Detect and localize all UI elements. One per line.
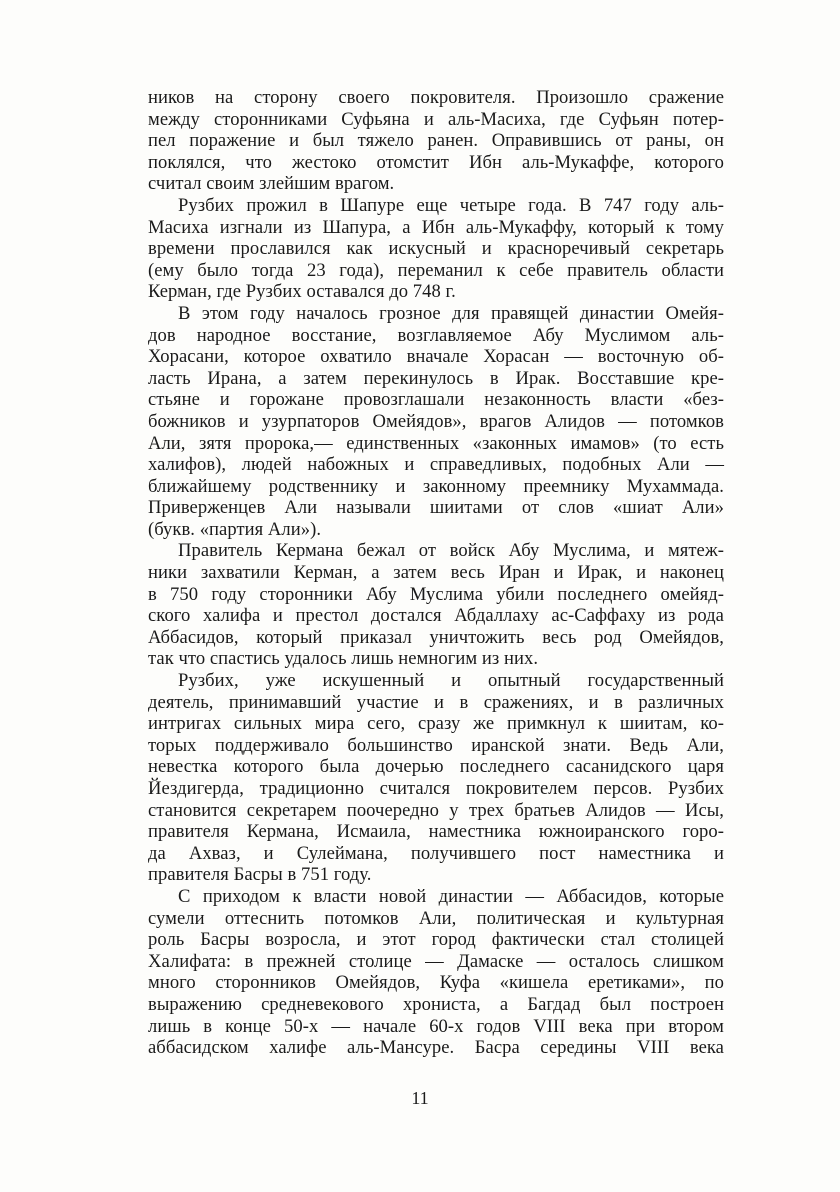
text-line: Аббасидов, который приказал уничтожить весь род Омейядов, (148, 626, 724, 648)
text-line: Хорасани, которое охватило вначале Хорасан — восточную об- (148, 346, 724, 368)
text-line: Приверженцев Али называли шиитами от слов «шиат Али» (148, 497, 724, 519)
text-line: правителя Кермана, Исмаила, наместника южноиранского горо- (148, 821, 724, 843)
text-line: считал своим злейшим врагом. (148, 173, 395, 195)
text-line: поклялся, что жестоко отомстит Ибн аль-Мукаффе, которого (148, 151, 724, 173)
text-line: стьяне и горожане провозглашали незаконность власти «без- (148, 389, 724, 411)
text-line: С приходом к власти новой династии — Аббасидов, которые (178, 885, 724, 907)
paragraph (148, 195, 724, 303)
text-line: (ему было тогда 23 года), переманил к себе правитель области (148, 259, 724, 281)
text-line: роль Басры возросла, и этот город фактически стал столицей (148, 929, 724, 951)
text-line: ближайшему родственнику и законному преемнику Мухаммада. (148, 475, 724, 497)
text-line: Рузбих прожил в Шапуре еще четыре года. В 747 году аль- (178, 194, 724, 216)
text-line: да Ахваз, и Сулеймана, получившего пост наместника и (148, 842, 724, 864)
text-line: Али, зятя пророка,— единственных «законных имамов» (то есть (148, 432, 724, 454)
text-line: ского халифа и престол достался Абдаллаху ас-Саффаху из рода (148, 605, 724, 627)
text-line: ники захватили Керман, а затем весь Иран и Ирак, и наконец (148, 562, 724, 584)
text-line: Масиха изгнали из Шапура, а Ибн аль-Мукаффу, который к тому (148, 216, 724, 238)
paragraph (148, 87, 724, 195)
paragraph (148, 540, 724, 670)
text-line: Халифата: в прежней столице — Дамаске — осталось слишком (148, 950, 724, 972)
text-line: Йездигерда, традиционно считался покровителем персов. Рузбих (148, 778, 724, 799)
text-line: халифов), людей набожных и справедливых, подобных Али — (148, 454, 724, 476)
text-line: много сторонников Омейядов, Куфа «кишела еретиками», по (148, 972, 724, 994)
text-line: пел поражение и был тяжело ранен. Оправившись от раны, он (148, 130, 724, 152)
text-line: Керман, где Рузбих оставался до 748 г. (148, 281, 456, 303)
page-number: 11 (411, 1088, 429, 1108)
text-line: между сторонниками Суфьяна и аль-Масиха, где Суфьян потер- (148, 108, 724, 130)
text-line: времени прославился как искусный и красноречивый секретарь (148, 238, 724, 260)
text-line: правителя Басры в 751 году. (148, 864, 372, 886)
text-line: лишь в конце 50-х — начале 60-х годов VIII века при втором (148, 1015, 724, 1037)
text-line: Рузбих, уже искушенный и опытный государственный (178, 670, 724, 692)
text-line: Правитель Кермана бежал от войск Абу Муслима, и мятеж- (178, 540, 724, 562)
paragraph (148, 670, 724, 886)
text-line: аббасидском халифе аль-Мансуре. Басра середины VIII века (148, 1037, 724, 1059)
text-line: торых поддерживало большинство иранской знати. Ведь Али, (148, 734, 724, 756)
text-line: в 750 году сторонники Абу Муслима убили последнего омейяд- (148, 583, 724, 605)
text-line: деятель, принимавший участие и в сражениях, и в различных (148, 691, 724, 713)
text-line: дов народное восстание, возглавляемое Абу Муслимом аль- (148, 324, 724, 346)
body-text (148, 87, 724, 1059)
text-line: божников и узурпаторов Омейядов», врагов Алидов — потомков (148, 410, 724, 432)
text-line: ласть Ирана, а затем перекинулось в Ирак. Восставшие кре- (148, 367, 724, 389)
paragraph (148, 303, 724, 541)
text-line: (букв. «партия Али»). (148, 518, 322, 540)
text-line: сумели оттеснить потомков Али, политическая и культурная (148, 907, 724, 929)
paragraph (148, 886, 724, 1059)
text-line: интригах сильных мира сего, сразу же примкнул к шиитам, ко- (148, 713, 724, 735)
text-line: невестка которого была дочерью последнего сасанидского царя (148, 756, 724, 778)
text-line: ников на сторону своего покровителя. Произошло сражение (148, 87, 724, 108)
text-line: так что спастись удалось лишь немногим из них. (148, 648, 539, 670)
text-line: В этом году началось грозное для правящей династии Омейя- (178, 302, 724, 324)
text-line: становится секретарем поочередно у трех братьев Алидов — Исы, (148, 799, 724, 821)
text-line: выражению средневекового хрониста, а Багдад был построен (148, 993, 724, 1015)
